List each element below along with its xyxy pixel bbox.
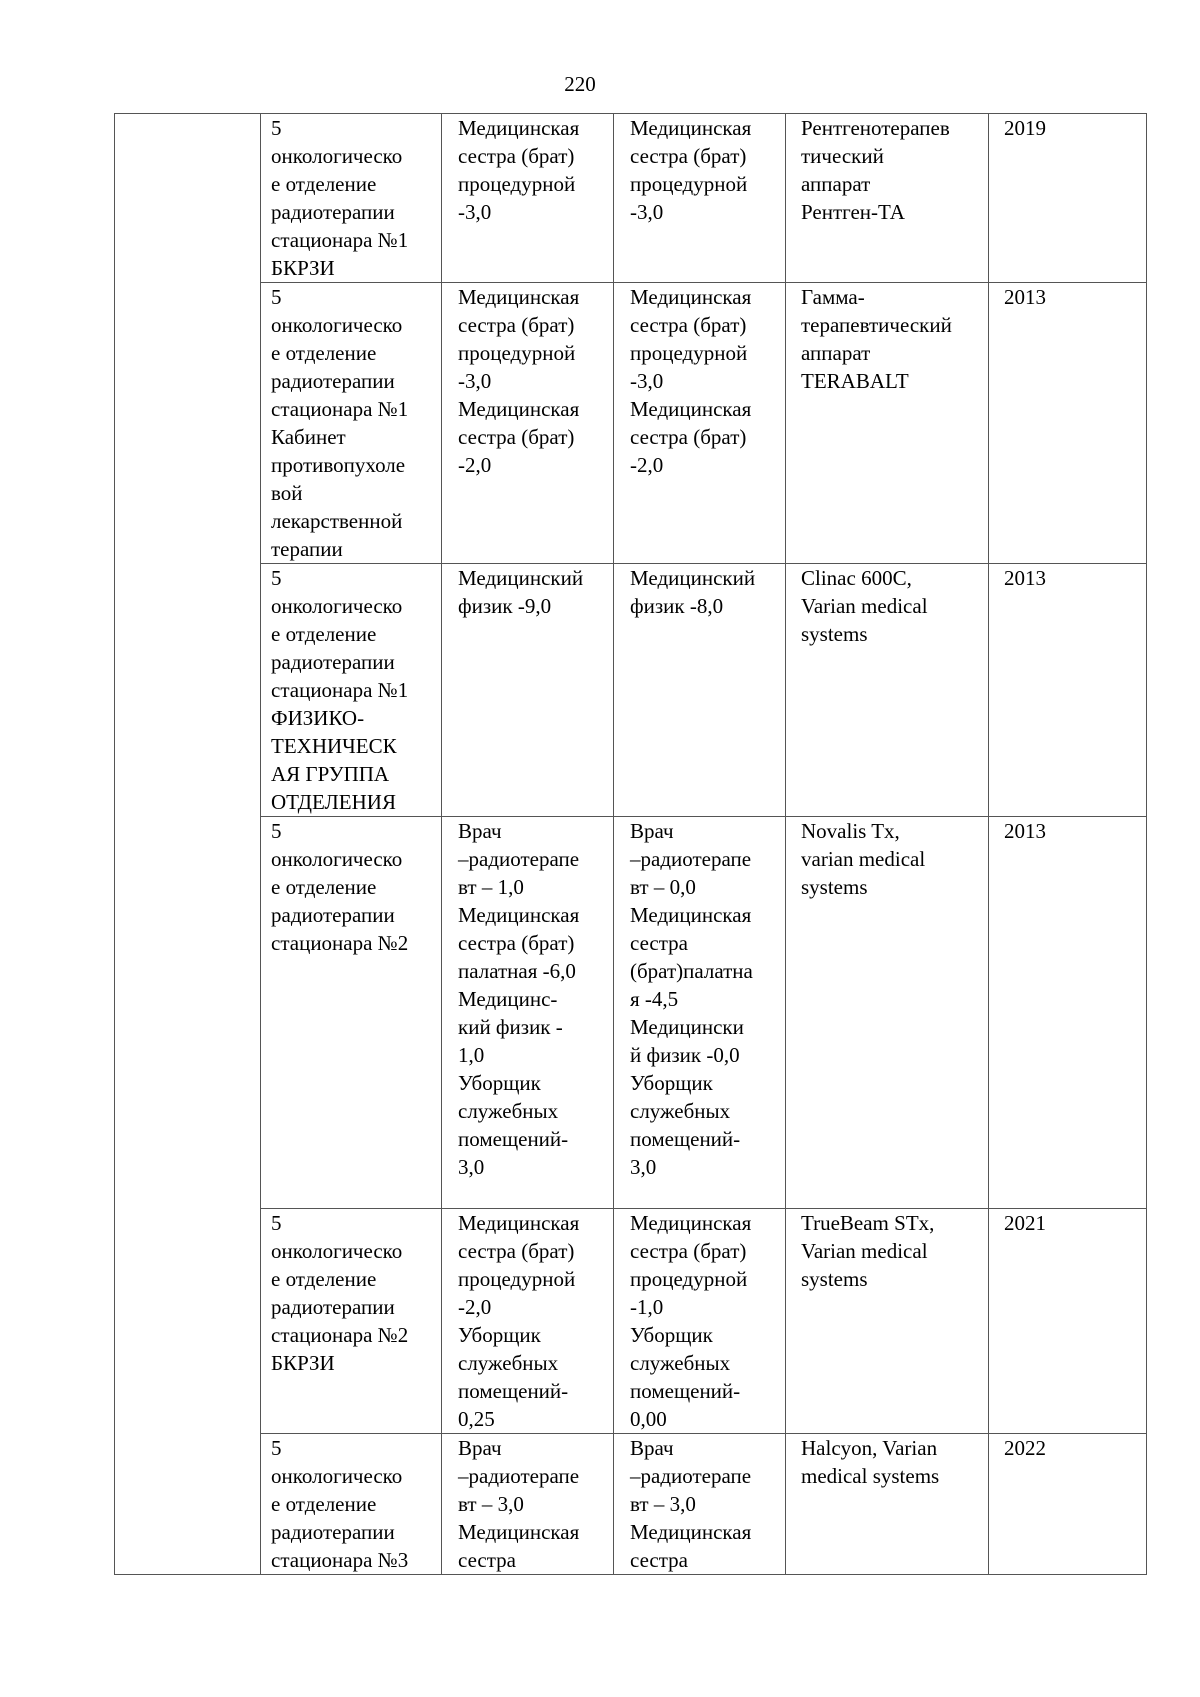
year-cell: 2013 bbox=[989, 817, 1147, 1209]
department-cell: 5 онкологическо е отделение радиотерапии стационара №3 bbox=[261, 1434, 442, 1575]
staff-actual-cell: Медицинская сестра (брат) процедурной -3,0 Медицинская сестра (брат) -2,0 bbox=[614, 283, 786, 564]
year-cell: 2019 bbox=[989, 114, 1147, 283]
table-row bbox=[115, 564, 1147, 817]
year-cell: 2013 bbox=[989, 564, 1147, 817]
department-cell: 5 онкологическо е отделение радиотерапии стационара №2 bbox=[261, 817, 442, 1209]
table-row bbox=[115, 817, 1147, 1209]
table-row bbox=[115, 283, 1147, 564]
staff-norm-cell: Медицинский физик -9,0 bbox=[442, 564, 614, 817]
table-row bbox=[115, 1209, 1147, 1434]
staff-actual-cell: Медицинская сестра (брат) процедурной -1,0 Уборщик служебных помещений- 0,00 bbox=[614, 1209, 786, 1434]
equipment-cell: Clinac 600C, Varian medical systems bbox=[786, 564, 989, 817]
equipment-cell: Гамма- терапевтический аппарат TERABALT bbox=[786, 283, 989, 564]
staff-norm-cell: Медицинская сестра (брат) процедурной -2,0 Уборщик служебных помещений- 0,25 bbox=[442, 1209, 614, 1434]
staff-norm-cell: Медицинская сестра (брат) процедурной -3,0 Медицинская сестра (брат) -2,0 bbox=[442, 283, 614, 564]
staff-actual-cell: Медицинская сестра (брат) процедурной -3,0 bbox=[614, 114, 786, 283]
staff-norm-cell: Врач –радиотерапе вт – 3,0 Медицинская сестра bbox=[442, 1434, 614, 1575]
table-row bbox=[115, 114, 1147, 283]
staff-norm-cell: Медицинская сестра (брат) процедурной -3,0 bbox=[442, 114, 614, 283]
year-cell: 2013 bbox=[989, 283, 1147, 564]
staff-actual-cell: Медицинский физик -8,0 bbox=[614, 564, 786, 817]
department-cell: 5 онкологическо е отделение радиотерапии стационара №1 ФИЗИКО- ТЕХНИЧЕСК АЯ ГРУППА ОТДЕЛЕНИЯ bbox=[261, 564, 442, 817]
department-cell: 5 онкологическо е отделение радиотерапии стационара №1 Кабинет противопухоле вой лекарственной терапии bbox=[261, 283, 442, 564]
equipment-cell: TrueBeam STx, Varian medical systems bbox=[786, 1209, 989, 1434]
merged-first-column-cell bbox=[115, 114, 261, 1575]
staff-actual-cell: Врач –радиотерапе вт – 3,0 Медицинская сестра bbox=[614, 1434, 786, 1575]
year-cell: 2022 bbox=[989, 1434, 1147, 1575]
equipment-cell: Novalis Tx, varian medical systems bbox=[786, 817, 989, 1209]
table-row bbox=[115, 1434, 1147, 1575]
year-cell: 2021 bbox=[989, 1209, 1147, 1434]
department-cell: 5 онкологическо е отделение радиотерапии стационара №2 БКРЗИ bbox=[261, 1209, 442, 1434]
equipment-cell: Halcyon, Varian medical systems bbox=[786, 1434, 989, 1575]
staff-actual-cell: Врач –радиотерапе вт – 0,0 Медицинская сестра (брат)палатна я -4,5 Медицински й физик -0,0 Уборщик служебных помещений- 3,0 bbox=[614, 817, 786, 1209]
staff-norm-cell: Врач –радиотерапе вт – 1,0 Медицинская сестра (брат) палатная -6,0 Медицинс- кий физик - 1,0 Уборщик служебных помещений- 3,0 bbox=[442, 817, 614, 1209]
equipment-cell: Рентгенотерапев тический аппарат Рентген-ТА bbox=[786, 114, 989, 283]
equipment-staff-table bbox=[114, 113, 1147, 1575]
page-number: 220 bbox=[564, 72, 596, 96]
department-cell: 5 онкологическо е отделение радиотерапии стационара №1 БКРЗИ bbox=[261, 114, 442, 283]
